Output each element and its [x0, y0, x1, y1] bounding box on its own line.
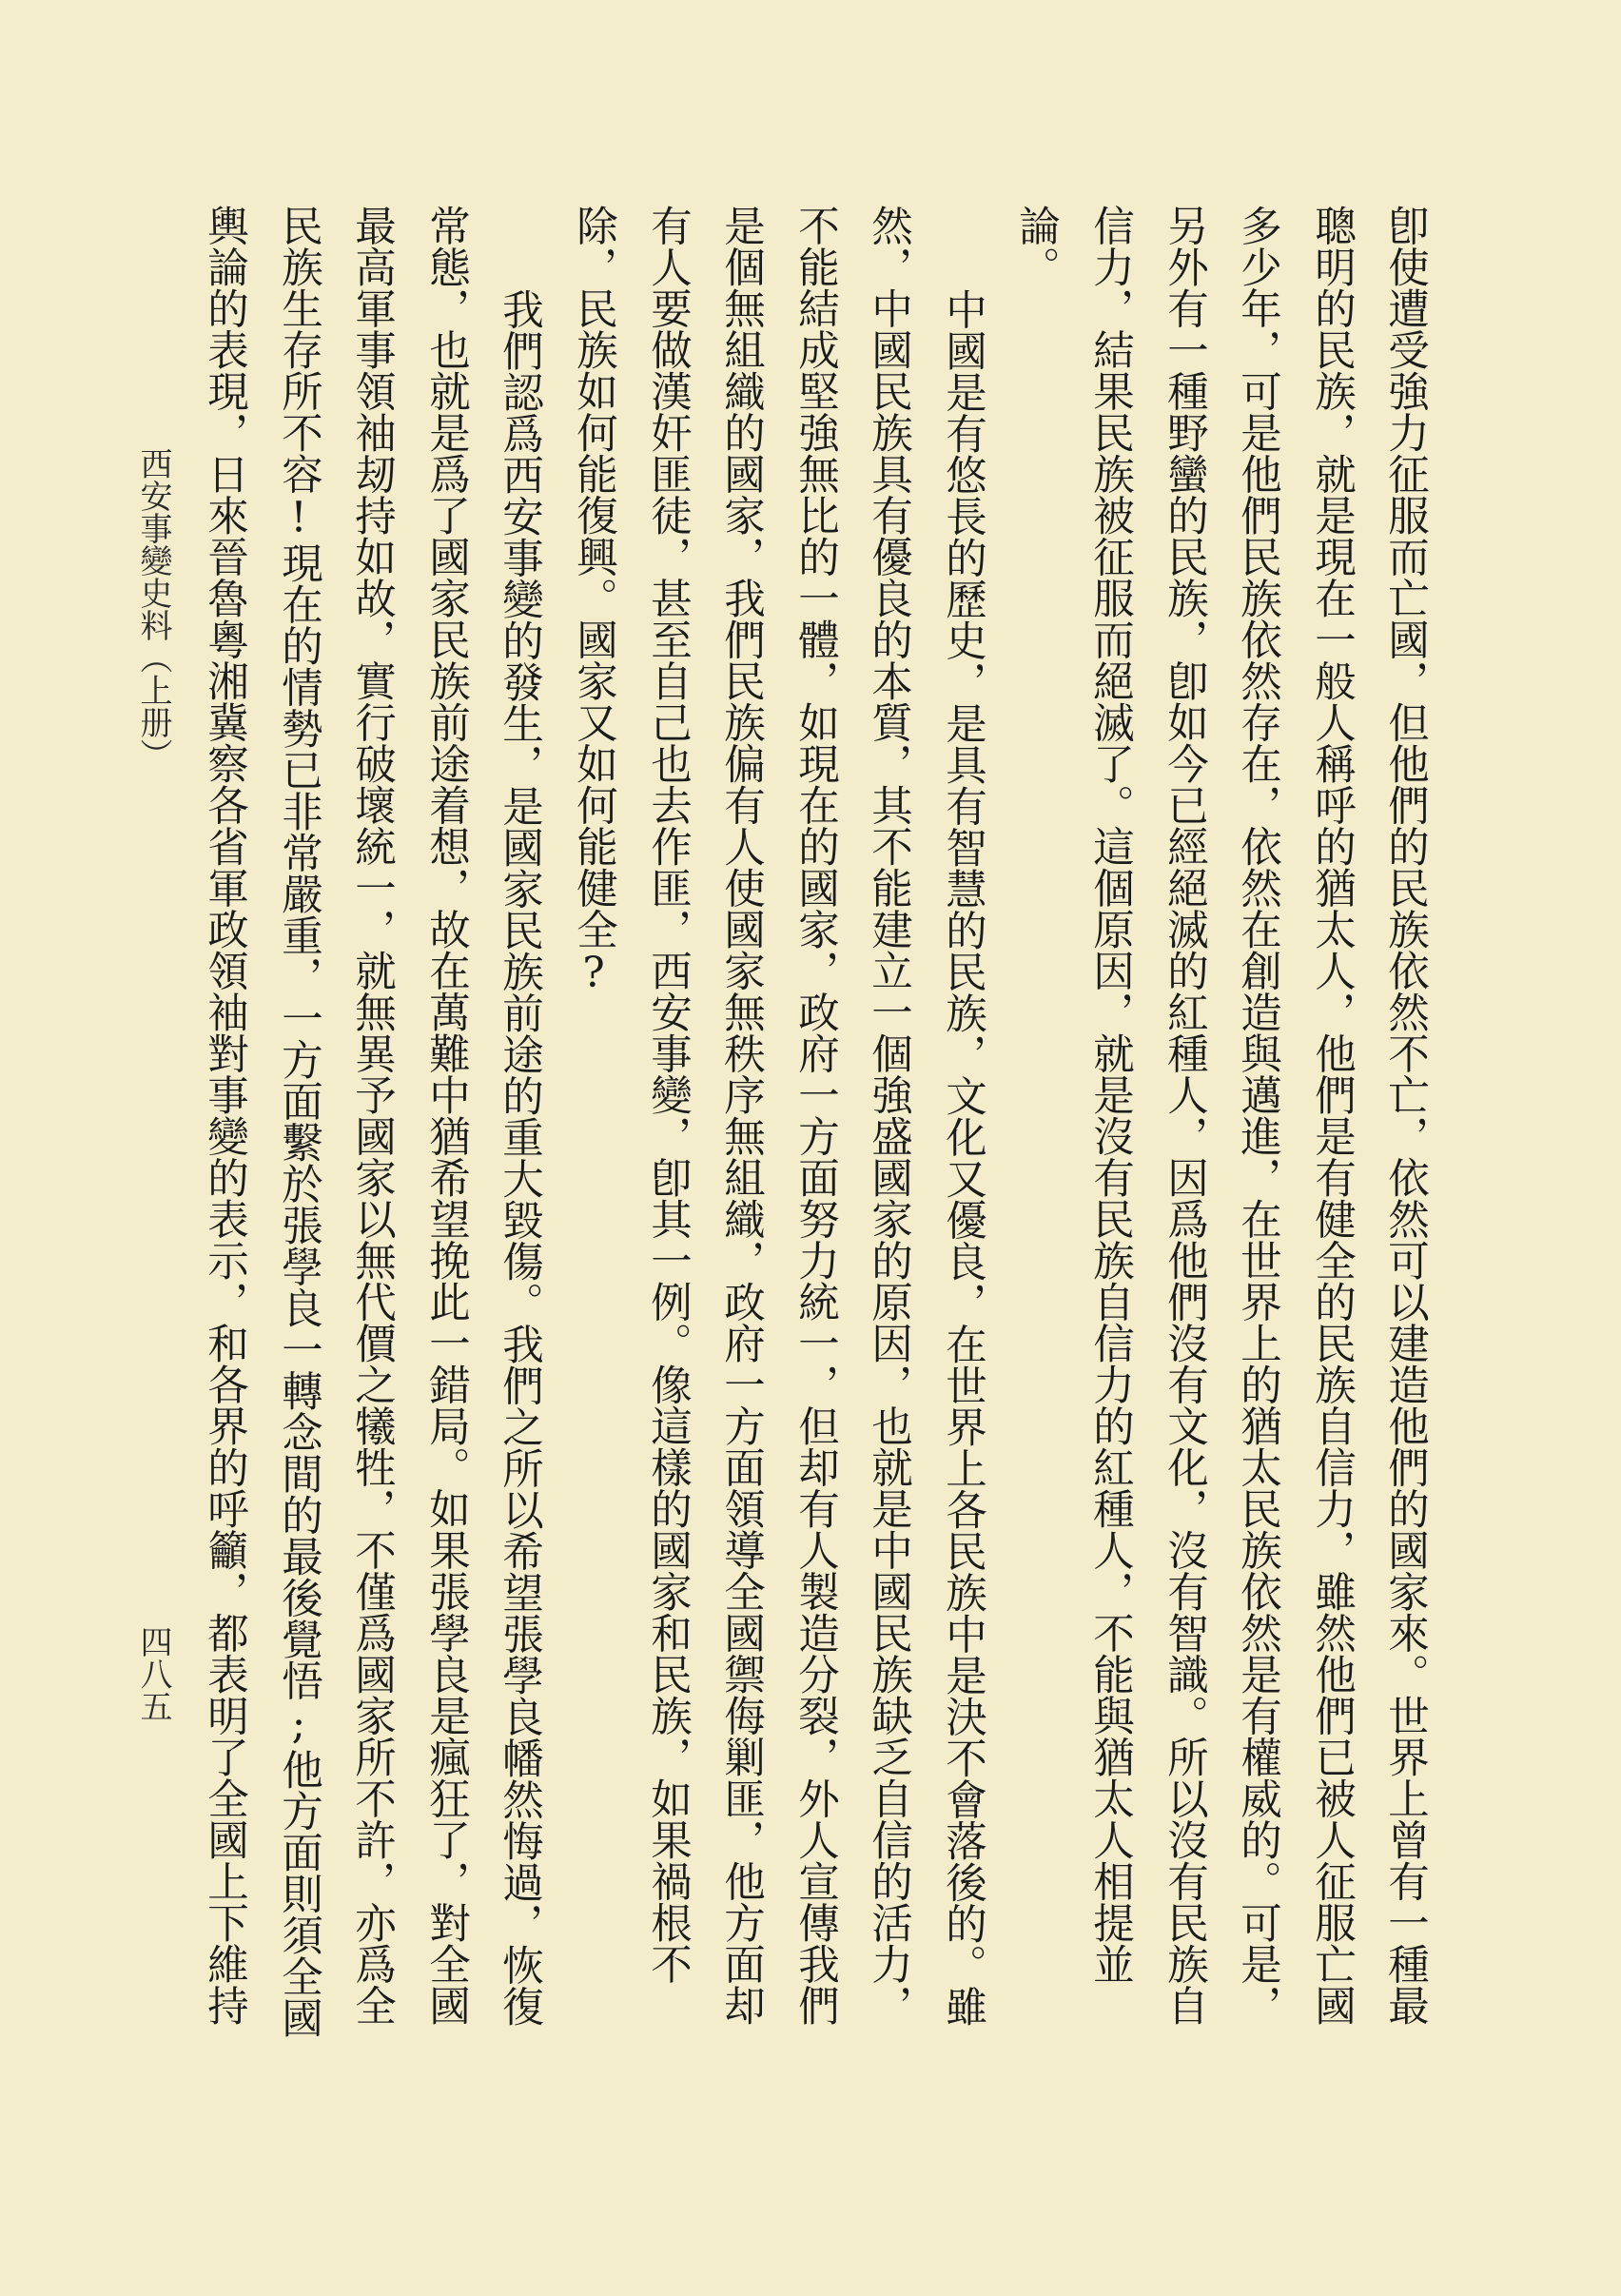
text-column-6: 論。 [1012, 205, 1060, 287]
text-column-12: 除，民族如何能復興。國家又如何能健全? [570, 205, 617, 997]
text-column-16: 民族生存所不容!現在的情勢已非常嚴重，一方面繫於張學良一轉念間的最後覺悟;他方面則須全國 [275, 205, 322, 2038]
book-title: 西安事變史料（上册） [134, 447, 172, 771]
text-column-17: 輿論的表現，日來晉魯粵湘冀察各省軍政領袖對事變的表示，和各界的呼籲，都表明了全國上下維持 [201, 205, 248, 2026]
text-column-13: 我們認爲西安事變的發生，是國家民族前途的重大毀傷。我們之所以希望張學良幡然悔過，恢復 [496, 288, 543, 2027]
text-column-3: 多少年，可是他們民族依然存在，依然在創造與邁進，在世界上的猶太民族依然是有權威的。可是， [1234, 205, 1281, 2026]
text-column-7: 中國是有悠長的歷史，是具有智慧的民族，文化又優良，在世界上各民族中是決不會落後的。雖 [939, 288, 986, 2027]
text-column-4: 另外有一種野蠻的民族，卽如今已經絕滅的紅種人，因爲他們沒有文化，沒有智識。所以沒有民族自 [1161, 205, 1208, 2026]
text-column-1: 卽使遭受強力征服而亡國，但他們的民族依然不亡，依然可以建造他們的國家來。世界上曾有一種最 [1381, 205, 1429, 2026]
page-number: 四八五 [134, 1625, 172, 1722]
text-column-5: 信力，結果民族被征服而絕滅了。這個原因，就是沒有民族自信力的紅種人，不能與猶太人相提並 [1086, 205, 1134, 1985]
text-column-2: 聰明的民族，就是現在一般人稱呼的猶太人，他們是有健全的民族自信力，雖然他們已被人征服亡國 [1308, 205, 1356, 2026]
text-column-14: 常態，也就是爲了國家民族前途着想，故在萬難中猶希望挽此一錯局。如果張學良是瘋狂了，對全國 [422, 205, 470, 2026]
text-column-8: 然，中國民族具有優良的本質，其不能建立一個強盛國家的原因，也就是中國民族缺乏自信的活力， [865, 205, 912, 2026]
text-column-15: 最高軍事領袖刼持如故，實行破壞統一，就無異予國家以無代價之犧牲，不僅爲國家所不許，亦爲全 [348, 205, 396, 2026]
text-column-9: 不能結成堅強無比的一體，如現在的國家，政府一方面努力統一，但却有人製造分裂，外人宣傳我們 [791, 205, 839, 2026]
text-column-11: 有人要做漢奸匪徒，甚至自己也去作匪，西安事變，卽其一例。像這樣的國家和民族，如果禍根不 [644, 205, 692, 1985]
text-column-10: 是個無組織的國家，我們民族偏有人使國家無秩序無組織，政府一方面領導全國禦侮剿匪，他方面却 [717, 205, 765, 2026]
